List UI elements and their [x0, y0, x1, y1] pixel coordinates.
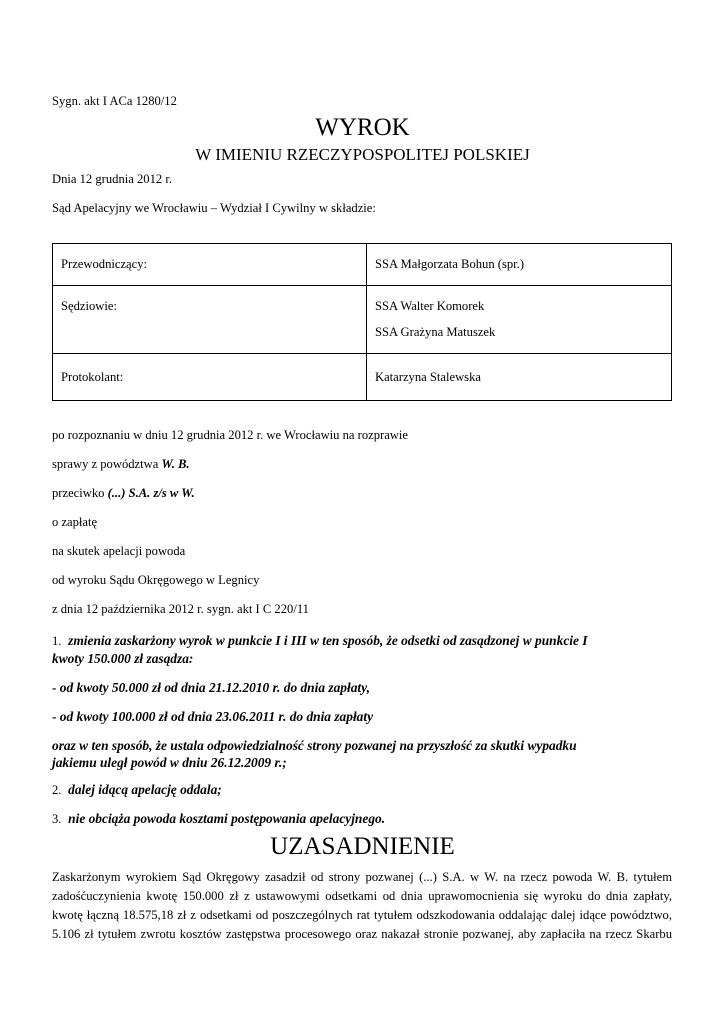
table-row [53, 244, 672, 286]
point-number: 2. [52, 783, 62, 797]
claimant-name: W. B. [161, 457, 190, 471]
ruling-text: oraz w ten sposób, że ustala odpowiedzialność strony pozwanej na przyszłość za skutki wypadku [52, 738, 577, 753]
point-number: 3. [52, 812, 62, 826]
court-composition-intro: Sąd Apelacyjny we Wrocławiu – Wydział I Cywilny w składzie: [52, 201, 376, 215]
paragraph-line: 5.106 zł tytułem zwrotu kosztów zastępstwa procesowego oraz nakazał stronie pozwanej, aby zapłaciła na rzecz Skarbu [52, 927, 672, 941]
ruling-point-3 [52, 810, 677, 828]
chair-value: SSA Małgorzata Bohun (spr.) [367, 244, 672, 286]
justification-paragraph [52, 868, 672, 944]
ruling-point-2 [52, 781, 677, 799]
judge-1: SSA Walter Komorek [375, 299, 485, 313]
ruling-liability [52, 737, 677, 771]
ruling-text: jakiemu uległ powód w dniu 26.12.2009 r.; [52, 755, 287, 770]
justification-heading: UZASADNIENIE [270, 833, 455, 860]
document-subtitle: W IMIENIU RZECZYPOSPOLITEJ POLSKIEJ [195, 145, 530, 164]
judgment-date-line: z dnia 12 października 2012 r. sygn. akt I C 220/11 [52, 602, 309, 616]
judgment-date: Dnia 12 grudnia 2012 r. [52, 172, 172, 186]
paragraph-line: Zaskarżonym wyrokiem Sąd Okręgowy zasadził od strony pozwanej (...) S.A. w W. na rzecz powoda W. B. tytułem [52, 870, 672, 884]
ruling-item-b: - od kwoty 100.000 zł od dnia 23.06.2011 r. do dnia zapłaty [52, 709, 374, 724]
appeal-line: na skutek apelacji powoda [52, 544, 186, 558]
document-title: WYROK [315, 114, 410, 141]
judges-values [367, 286, 672, 354]
judge-2: SSA Grażyna Matuszek [375, 325, 496, 339]
ruling-text: dalej idącą apelację oddala; [68, 782, 222, 797]
point-number: 1. [52, 634, 62, 648]
court-composition-table [52, 243, 672, 401]
judgment-of-line: od wyroku Sądu Okręgowego w Legnicy [52, 573, 260, 587]
chair-label: Przewodniczący: [53, 244, 367, 286]
ruling-text: nie obciąża powoda kosztami postępowania apelacyjnego. [68, 811, 386, 826]
defendant-prefix: przeciwko [52, 486, 108, 500]
table-row [53, 354, 672, 401]
paragraph-line: kwotę łączną 18.575,18 zł z odsetkami od poszczególnych rat tytułem odszkodowania oddalając dalej idące powództwo, [52, 908, 672, 922]
defendant-line [52, 486, 195, 501]
ruling-item-a: - od kwoty 50.000 zł od dnia 21.12.2010 r. do dnia zapłaty, [52, 680, 370, 695]
claimant-prefix: sprawy z powództwa [52, 457, 162, 471]
table-row [53, 286, 672, 354]
proceedings-line: po rozpoznaniu w dniu 12 grudnia 2012 r. we Wrocławiu na rozprawie [52, 428, 408, 442]
judges-label: Sędziowie: [61, 299, 117, 313]
ruling-text: kwoty 150.000 zł zasądza: [52, 651, 194, 666]
clerk-label: Protokolant: [53, 354, 367, 401]
subject-line: o zapłatę [52, 515, 98, 529]
ruling-point-1 [52, 632, 677, 667]
judges-cell [53, 286, 367, 354]
paragraph-line: zadośćuczynienia kwotę 150.000 zł z ustawowymi odsetkami od dnia uprawomocnienia się wyroku do dnia zapłaty, [52, 889, 672, 903]
claimant-line [52, 457, 190, 472]
ruling-text: zmienia zaskarżony wyrok w punkcie I i III w ten sposób, że odsetki od zasądzonej w punkcie I [68, 633, 588, 648]
clerk-value: Katarzyna Stalewska [367, 354, 672, 401]
case-number: Sygn. akt I ACa 1280/12 [52, 94, 177, 108]
defendant-name: (...) S.A. z/s w W. [107, 486, 195, 500]
